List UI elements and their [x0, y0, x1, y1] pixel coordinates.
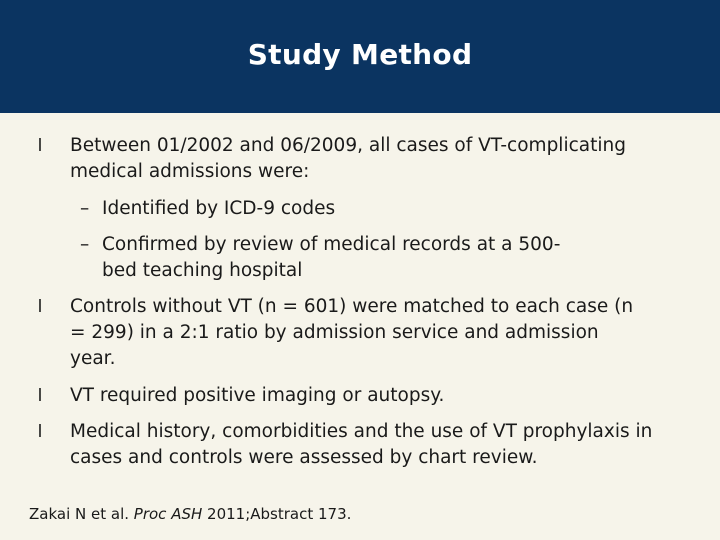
slide-title: Study Method: [247, 38, 473, 71]
bullet-icon: l: [37, 136, 43, 156]
sub-bullet-text: Confirmed by review of medical records at a 500-bed teaching hospital: [102, 234, 561, 281]
bullet-item: [37, 383, 700, 409]
dash-icon: –: [80, 198, 90, 219]
citation-details: 2011;Abstract 173.: [207, 505, 352, 523]
bullet-item: [37, 294, 645, 372]
citation-journal: Proc ASH: [133, 505, 203, 523]
sub-bullet-item: [80, 196, 662, 222]
citation-authors: Zakai N et al.: [29, 505, 130, 523]
sub-bullet-item: [80, 232, 572, 284]
bullet-item: [37, 133, 700, 185]
citation: [29, 505, 351, 523]
title-bar: [0, 0, 720, 113]
bullet-icon: l: [37, 386, 43, 406]
dash-icon: –: [80, 234, 90, 255]
bullet-text: Medical history, comorbidities and the use of VT prophylaxis in cases and controls were assessed by chart review.: [70, 421, 653, 468]
bullet-item: [37, 419, 690, 471]
bullet-text: Between 01/2002 and 06/2009, all cases of VT-complicating medical admissions were:: [70, 135, 626, 182]
bullet-text: Controls without VT (n = 601) were matched to each case (n = 299) in a 2:1 ratio by admission service and admission year.: [70, 296, 634, 369]
bullet-icon: l: [37, 422, 43, 442]
sub-bullet-text: Identified by ICD-9 codes: [102, 198, 336, 219]
bullet-text: VT required positive imaging or autopsy.: [70, 385, 445, 406]
bullet-icon: l: [37, 297, 43, 317]
